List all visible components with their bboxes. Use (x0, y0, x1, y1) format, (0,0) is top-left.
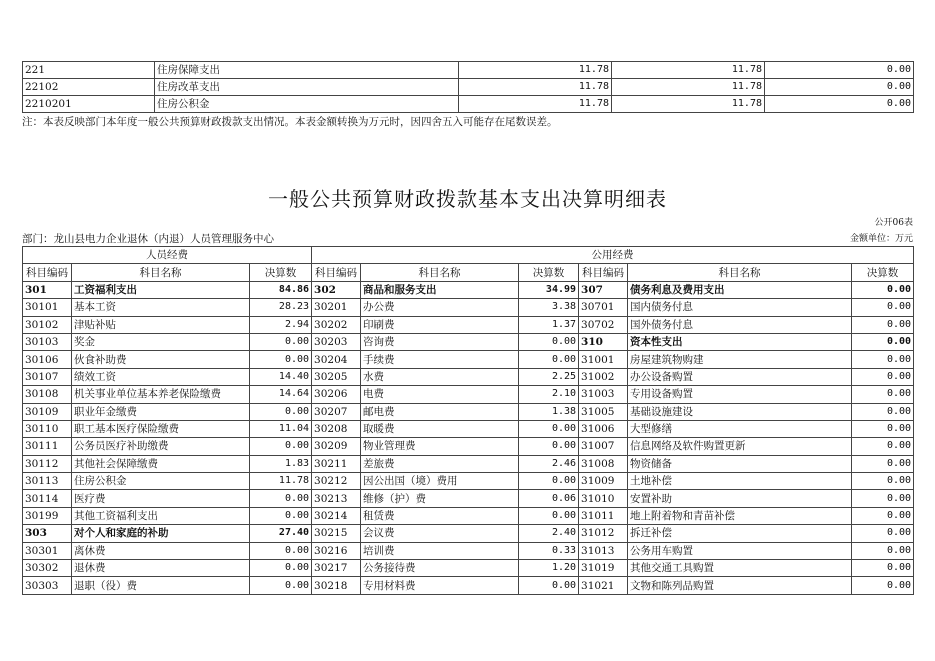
column-header-row (23, 264, 914, 281)
amount-cell: 0.00 (765, 79, 914, 96)
amount-cell: 11.78 (459, 79, 612, 96)
table-row (23, 507, 914, 524)
amount-cell: 14.40 (250, 368, 312, 385)
amount-cell: 0.00 (250, 490, 312, 507)
subject-code: 30702 (579, 316, 628, 333)
amount-cell: 0.00 (250, 577, 312, 594)
subject-code: 30214 (312, 507, 361, 524)
subject-name: 办公费 (361, 299, 519, 316)
amount-cell: 0.00 (852, 333, 914, 350)
subject-code: 22102 (23, 79, 155, 96)
subject-name: 手续费 (361, 351, 519, 368)
subject-name: 专用设备购置 (628, 386, 852, 403)
subject-name: 工资福利支出 (72, 281, 250, 298)
subject-code: 302 (312, 281, 361, 298)
subject-name: 住房改革支出 (155, 79, 459, 96)
subject-code: 30208 (312, 420, 361, 437)
subject-code: 31019 (579, 560, 628, 577)
subject-name: 绩效工资 (72, 368, 250, 385)
amount-cell: 0.00 (852, 438, 914, 455)
amount-cell: 0.00 (852, 420, 914, 437)
subject-name: 房屋建筑物购建 (628, 351, 852, 368)
subject-name: 其他交通工具购置 (628, 560, 852, 577)
subject-code: 30218 (312, 577, 361, 594)
subject-name: 办公设备购置 (628, 368, 852, 385)
amount-cell: 11.78 (612, 96, 765, 113)
subject-code: 31006 (579, 420, 628, 437)
table-row (23, 351, 914, 368)
amount-cell: 0.00 (852, 507, 914, 524)
subject-code: 30112 (23, 455, 72, 472)
amount-cell: 2.25 (519, 368, 579, 385)
col-name: 科目名称 (72, 264, 250, 281)
subject-name: 公务员医疗补助缴费 (72, 438, 250, 455)
subject-code: 30109 (23, 403, 72, 420)
subject-code: 30215 (312, 525, 361, 542)
subject-name: 职业年金缴费 (72, 403, 250, 420)
subject-name: 医疗费 (72, 490, 250, 507)
table-row (23, 299, 914, 316)
subject-name: 退休费 (72, 560, 250, 577)
amount-cell: 0.00 (852, 577, 914, 594)
subject-code: 31009 (579, 473, 628, 490)
subject-code: 30302 (23, 560, 72, 577)
subject-name: 邮电费 (361, 403, 519, 420)
subject-code: 31002 (579, 368, 628, 385)
amount-cell: 11.04 (250, 420, 312, 437)
subject-code: 30213 (312, 490, 361, 507)
subject-name: 奖金 (72, 333, 250, 350)
subject-code: 303 (23, 525, 72, 542)
amount-cell: 0.06 (519, 490, 579, 507)
subject-name: 其他工资福利支出 (72, 507, 250, 524)
amount-cell: 0.00 (250, 403, 312, 420)
amount-cell: 11.78 (459, 96, 612, 113)
subject-code: 31021 (579, 577, 628, 594)
subject-name: 物业管理费 (361, 438, 519, 455)
table-row (23, 96, 914, 113)
amount-cell: 0.00 (250, 507, 312, 524)
subject-code: 30205 (312, 368, 361, 385)
subject-name: 基础设施建设 (628, 403, 852, 420)
amount-cell: 0.00 (852, 281, 914, 298)
amount-cell: 2.10 (519, 386, 579, 403)
subject-name: 机关事业单位基本养老保险缴费 (72, 386, 250, 403)
amount-cell: 0.00 (852, 316, 914, 333)
public-header: 公用经费 (312, 247, 914, 264)
subject-code: 30203 (312, 333, 361, 350)
col-code: 科目编码 (579, 264, 628, 281)
amount-cell: 2.40 (519, 525, 579, 542)
table-row (23, 62, 914, 79)
subject-code: 30207 (312, 403, 361, 420)
col-name: 科目名称 (361, 264, 519, 281)
amount-cell: 2.94 (250, 316, 312, 333)
amount-cell: 0.00 (519, 577, 579, 594)
amount-cell: 0.00 (250, 333, 312, 350)
amount-cell: 0.00 (852, 490, 914, 507)
amount-cell: 0.00 (519, 473, 579, 490)
amount-cell: 0.00 (519, 351, 579, 368)
amount-cell: 1.20 (519, 560, 579, 577)
amount-cell: 0.00 (852, 542, 914, 559)
amount-cell: 0.00 (852, 368, 914, 385)
subject-name: 债务利息及费用支出 (628, 281, 852, 298)
subject-name: 文物和陈列品购置 (628, 577, 852, 594)
amount-cell: 0.00 (852, 403, 914, 420)
table-row (23, 79, 914, 96)
subject-code: 30204 (312, 351, 361, 368)
subject-code: 30303 (23, 577, 72, 594)
amount-cell: 0.00 (519, 507, 579, 524)
subject-code: 31007 (579, 438, 628, 455)
subject-code: 30106 (23, 351, 72, 368)
amount-cell: 0.00 (250, 438, 312, 455)
subject-code: 30108 (23, 386, 72, 403)
subject-name: 土地补偿 (628, 473, 852, 490)
subject-code: 30101 (23, 299, 72, 316)
subject-name: 公务用车购置 (628, 542, 852, 559)
amount-cell: 0.00 (852, 455, 914, 472)
subject-name: 对个人和家庭的补助 (72, 525, 250, 542)
subject-name: 住房公积金 (72, 473, 250, 490)
amount-cell: 0.00 (250, 560, 312, 577)
department-label: 部门：龙山县电力企业退休（内退）人员管理服务中心 (22, 233, 274, 245)
subject-name: 差旅费 (361, 455, 519, 472)
subject-code: 31008 (579, 455, 628, 472)
amount-cell: 0.00 (519, 438, 579, 455)
subject-name: 职工基本医疗保险缴费 (72, 420, 250, 437)
subject-code: 30199 (23, 507, 72, 524)
table-row (23, 438, 914, 455)
detail-table (22, 246, 914, 595)
table-row (23, 368, 914, 385)
subject-code: 30202 (312, 316, 361, 333)
table-row (23, 542, 914, 559)
table-row (23, 316, 914, 333)
subject-code: 31010 (579, 490, 628, 507)
subject-name: 物资储备 (628, 455, 852, 472)
subject-name: 国内债务付息 (628, 299, 852, 316)
amount-cell: 0.00 (852, 473, 914, 490)
subject-name: 信息网络及软件购置更新 (628, 438, 852, 455)
subject-code: 221 (23, 62, 155, 79)
amount-cell: 84.86 (250, 281, 312, 298)
subject-code: 30211 (312, 455, 361, 472)
amount-cell: 0.00 (250, 351, 312, 368)
subject-name: 印刷费 (361, 316, 519, 333)
table-row (23, 386, 914, 403)
subject-name: 国外债务付息 (628, 316, 852, 333)
amount-cell: 0.00 (852, 560, 914, 577)
subject-code: 30107 (23, 368, 72, 385)
amount-cell: 0.33 (519, 542, 579, 559)
amount-cell: 11.78 (459, 62, 612, 79)
subject-name: 专用材料费 (361, 577, 519, 594)
subject-code: 30114 (23, 490, 72, 507)
table-row (23, 525, 914, 542)
amount-cell: 0.00 (852, 299, 914, 316)
subject-name: 住房保障支出 (155, 62, 459, 79)
table-row (23, 333, 914, 350)
amount-cell: 0.00 (852, 525, 914, 542)
subject-code: 30113 (23, 473, 72, 490)
subject-name: 因公出国（境）费用 (361, 473, 519, 490)
unit-label: 金额单位：万元 (849, 234, 913, 244)
table-row (23, 560, 914, 577)
subject-name: 退职（役）费 (72, 577, 250, 594)
table-note: 注：本表反映部门本年度一般公共预算财政拨款支出情况。本表金额转换为万元时，因四舍五入可能存在尾数误差。 (22, 116, 558, 128)
subject-name: 拆迁补偿 (628, 525, 852, 542)
subject-name: 咨询费 (361, 333, 519, 350)
table-row (23, 281, 914, 298)
subject-name: 地上附着物和青苗补偿 (628, 507, 852, 524)
amount-cell: 0.00 (852, 351, 914, 368)
subject-code: 2210201 (23, 96, 155, 113)
table-row (23, 420, 914, 437)
amount-cell: 28.23 (250, 299, 312, 316)
subject-name: 公务接待费 (361, 560, 519, 577)
col-amount: 决算数 (852, 264, 914, 281)
subject-code: 31001 (579, 351, 628, 368)
personnel-header: 人员经费 (23, 247, 312, 264)
subject-code: 30206 (312, 386, 361, 403)
col-code: 科目编码 (23, 264, 72, 281)
group-header-row (23, 247, 914, 264)
subject-name: 资本性支出 (628, 333, 852, 350)
col-name: 科目名称 (628, 264, 852, 281)
subject-name: 津贴补贴 (72, 316, 250, 333)
table-row (23, 490, 914, 507)
amount-cell: 11.78 (250, 473, 312, 490)
subject-name: 租赁费 (361, 507, 519, 524)
amount-cell: 34.99 (519, 281, 579, 298)
subject-code: 30209 (312, 438, 361, 455)
subject-code: 31012 (579, 525, 628, 542)
subject-name: 大型修缮 (628, 420, 852, 437)
top-summary-table (22, 61, 914, 113)
subject-code: 30216 (312, 542, 361, 559)
amount-cell: 11.78 (612, 62, 765, 79)
subject-code: 31013 (579, 542, 628, 559)
subject-code: 31003 (579, 386, 628, 403)
form-number: 公开06表 (874, 218, 913, 228)
table-row (23, 403, 914, 420)
subject-code: 30111 (23, 438, 72, 455)
subject-name: 安置补助 (628, 490, 852, 507)
subject-code: 30102 (23, 316, 72, 333)
amount-cell: 0.00 (519, 333, 579, 350)
amount-cell: 27.40 (250, 525, 312, 542)
subject-name: 取暖费 (361, 420, 519, 437)
amount-cell: 14.64 (250, 386, 312, 403)
subject-name: 电费 (361, 386, 519, 403)
subject-name: 基本工资 (72, 299, 250, 316)
amount-cell: 1.83 (250, 455, 312, 472)
subject-name: 伙食补助费 (72, 351, 250, 368)
amount-cell: 2.46 (519, 455, 579, 472)
subject-name: 水费 (361, 368, 519, 385)
subject-name: 其他社会保障缴费 (72, 455, 250, 472)
amount-cell: 3.38 (519, 299, 579, 316)
subject-code: 307 (579, 281, 628, 298)
subject-name: 培训费 (361, 542, 519, 559)
subject-code: 30103 (23, 333, 72, 350)
subject-name: 会议费 (361, 525, 519, 542)
table-row (23, 473, 914, 490)
subject-code: 30301 (23, 542, 72, 559)
col-amount: 决算数 (250, 264, 312, 281)
subject-name: 维修（护）费 (361, 490, 519, 507)
col-amount: 决算数 (519, 264, 579, 281)
amount-cell: 0.00 (250, 542, 312, 559)
table-row (23, 577, 914, 594)
table-row (23, 455, 914, 472)
subject-code: 30110 (23, 420, 72, 437)
subject-code: 31005 (579, 403, 628, 420)
subject-code: 301 (23, 281, 72, 298)
subject-code: 30212 (312, 473, 361, 490)
amount-cell: 1.37 (519, 316, 579, 333)
subject-name: 商品和服务支出 (361, 281, 519, 298)
amount-cell: 0.00 (765, 96, 914, 113)
amount-cell: 0.00 (519, 420, 579, 437)
subject-code: 30217 (312, 560, 361, 577)
subject-code: 30201 (312, 299, 361, 316)
subject-code: 30701 (579, 299, 628, 316)
amount-cell: 0.00 (852, 386, 914, 403)
amount-cell: 11.78 (612, 79, 765, 96)
subject-code: 31011 (579, 507, 628, 524)
subject-name: 离休费 (72, 542, 250, 559)
amount-cell: 1.38 (519, 403, 579, 420)
page-title: 一般公共预算财政拨款基本支出决算明细表 (268, 187, 667, 211)
subject-code: 310 (579, 333, 628, 350)
amount-cell: 0.00 (765, 62, 914, 79)
subject-name: 住房公积金 (155, 96, 459, 113)
col-code: 科目编码 (312, 264, 361, 281)
